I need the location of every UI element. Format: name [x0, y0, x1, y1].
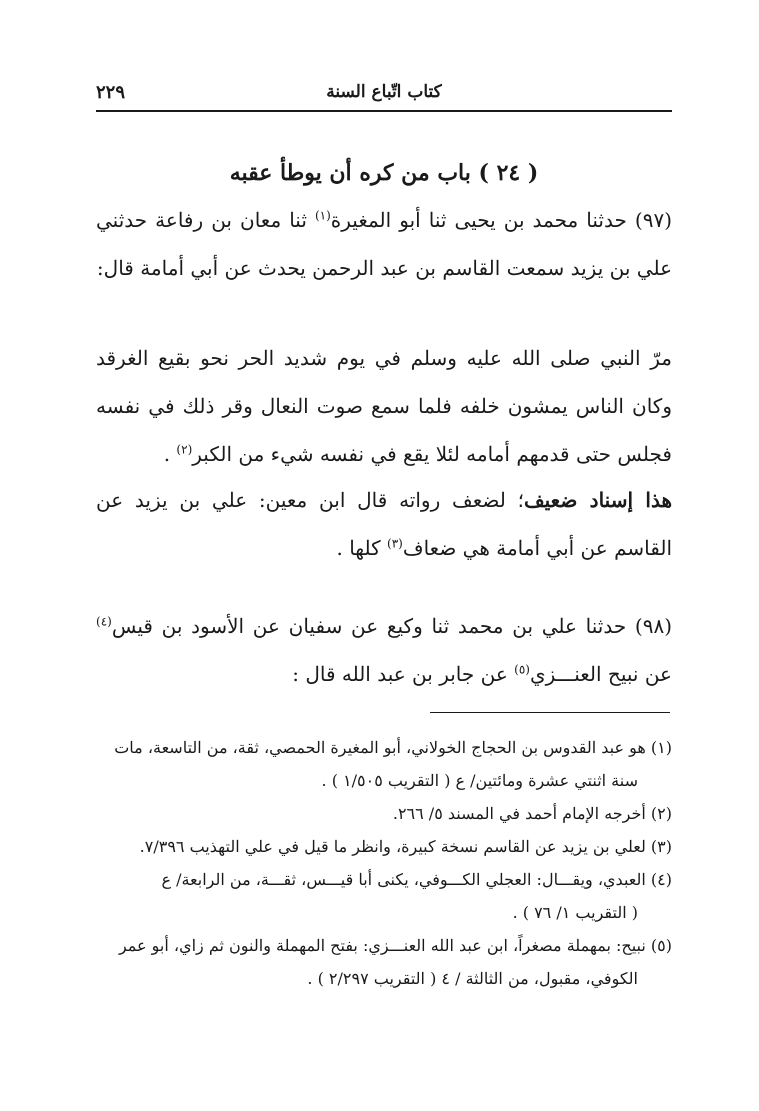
footnote-1: (١) هو عبد القدوس بن الحجاج الخولاني، أبو المغيرة الحمصي، ثقة، من التاسعة، مات	[114, 738, 672, 757]
grading-label: هذا إسناد ضعيف	[523, 488, 672, 512]
footnote-4: (٤) العبدي، ويقـــال: العجلي الكـــوفي، يكنى أبا قيـــس، ثقـــة، من الرابعة/ ع	[161, 870, 672, 889]
isnad-text: حدثنا علي بن محمد ثنا وكيع عن سفيان عن الأسود بن قيس	[111, 614, 627, 638]
hadith-97-matn	[96, 334, 672, 478]
matn-end: .	[163, 442, 177, 466]
hadith-number: (٩٧)	[634, 208, 672, 232]
page-number: ٢٢٩	[96, 82, 126, 103]
running-header	[96, 82, 672, 110]
matn-text: مرّ النبي صلى الله عليه وسلم في يوم شديد الحر نحو بقيع الغرقد وكان الناس يمشون خلفه فلما سمع صوت النعال وقر ذلك في نفسه فجلس حتى قدمهم أمامه لئلا يقع في نفسه شيء من الكبر	[96, 346, 672, 466]
hadith-number: (٩٨)	[634, 614, 673, 638]
hadith-98-isnad	[96, 602, 672, 698]
isnad-text: عن نبيح العنـــزي	[529, 662, 672, 686]
footnote-1-cont: سنة اثنتي عشرة ومائتين/ ع ( التقريب ١/٥٠٥ ) .	[321, 771, 638, 790]
header-title: كتاب اتّباع السنة	[326, 82, 442, 102]
footnote-5-cont: الكوفي، مقبول، من الثالثة / ٤ ( التقريب ٢/٢٩٧ ) .	[307, 969, 638, 988]
footnote-ref-2[interactable]: (٢)	[176, 442, 193, 457]
footnotes	[96, 732, 672, 996]
footnote-3: (٣) لعلي بن يزيد عن القاسم نسخة كبيرة، وانظر ما قيل في علي التهذيب ٧/٣٩٦.	[139, 837, 672, 856]
isnad-text: ثنا معان بن رفاعة حدثني علي بن يزيد سمعت القاسم بن عبد الرحمن يحدث عن أبي أمامة قال:	[96, 208, 672, 280]
footnote-ref-3[interactable]: (٣)	[387, 536, 403, 551]
header-rule	[96, 110, 672, 112]
footnote-ref-4[interactable]: (٤)	[96, 614, 112, 629]
footnote-5: (٥) نبيح: بمهملة مصغراً، ابن عبد الله العنـــزي: بفتح المهملة والنون ثم زاي، أبو عمر	[118, 936, 672, 955]
footnote-4-cont: ( التقريب ١/ ٧٦ ) .	[512, 903, 638, 922]
footnote-ref-1[interactable]: (١)	[314, 208, 331, 223]
isnad-text: عن جابر بن عبد الله قال :	[292, 662, 515, 686]
chapter-title: ( ٢٤ ) باب من كره أن يوطأ عقبه	[229, 160, 539, 186]
isnad-text: حدثنا محمد بن يحيى ثنا أبو المغيرة	[330, 208, 627, 232]
footnote-ref-5[interactable]: (٥)	[514, 662, 530, 677]
grading-text: ؛ لضعف رواته قال ابن معين: علي بن يزيد عن القاسم عن أبي أمامة هي ضعاف	[96, 488, 672, 560]
grading-text-end: كلها .	[336, 536, 388, 560]
footnote-separator	[430, 712, 670, 713]
hadith-97-isnad	[96, 196, 672, 292]
isnad-grading	[96, 476, 672, 572]
footnote-2: (٢) أخرجه الإمام أحمد في المسند ٥/ ٢٦٦.	[392, 804, 672, 823]
